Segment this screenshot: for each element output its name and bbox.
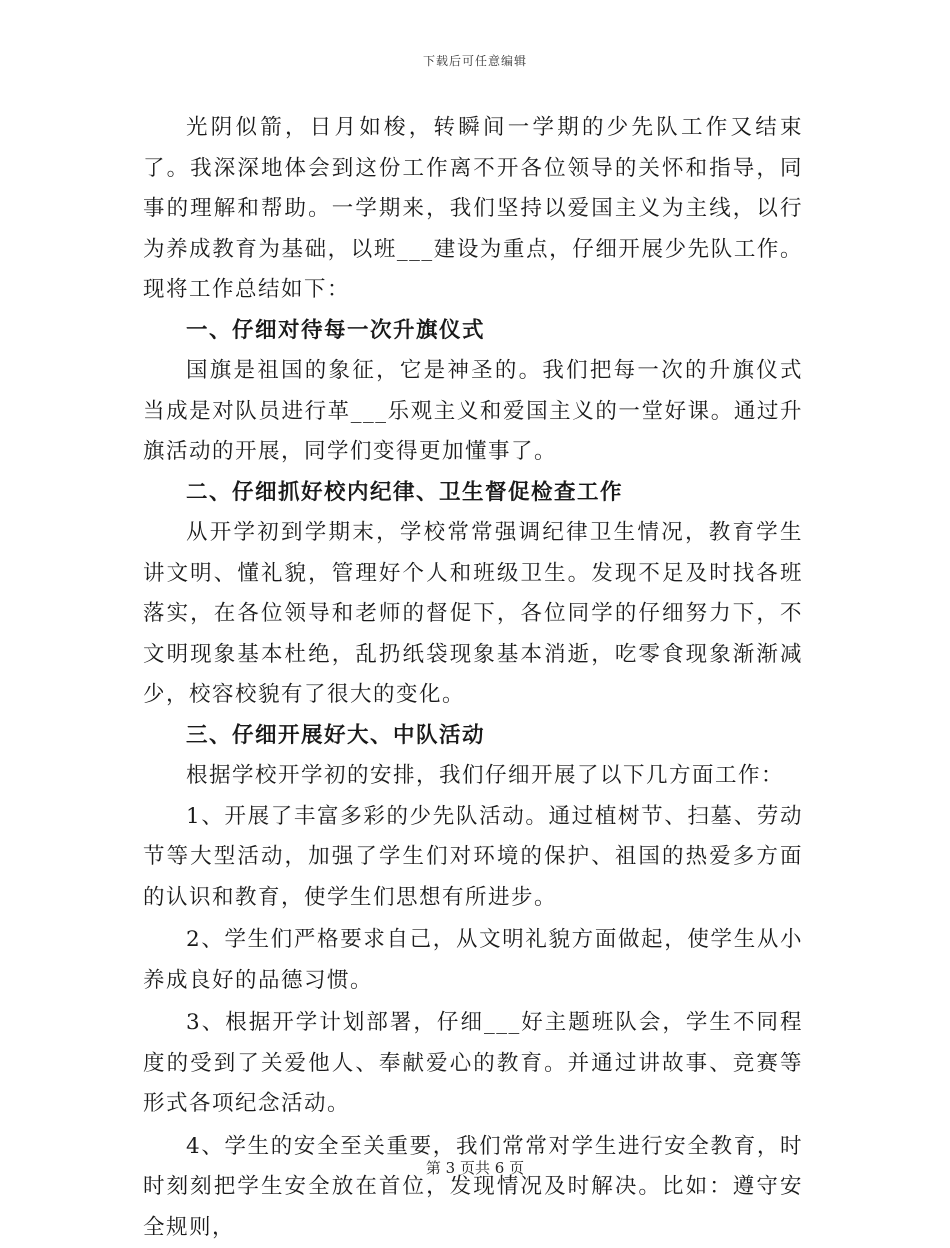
list-item-3: 3、根据开学计划部署，仔细___好主题班队会，学生不同程度的受到了关爱他人、奉献爱心的教育。并通过讲故事、竞赛等形式各项纪念活动。 <box>143 1003 803 1125</box>
section-2-paragraph: 从开学初到学期末，学校常常强调纪律卫生情况，教育学生讲文明、懂礼貌，管理好个人和班级卫生。发现不足及时找各班落实，在各位领导和老师的督促下，各位同学的仔细努力下，不文明现象基本杜绝，乱扔纸袋现象基本消逝，吃零食现象渐渐减少，校容校貌有了很大的变化。 <box>143 513 803 716</box>
list-item-1: 1、开展了丰富多彩的少先队活动。通过植树节、扫墓、劳动节等大型活动，加强了学生们对环境的保护、祖国的热爱多方面的认识和教育，使学生们思想有所进步。 <box>143 797 803 919</box>
intro-paragraph: 光阴似箭，日月如梭，转瞬间一学期的少先队工作又结束了。我深深地体会到这份工作离不开各位领导的关怀和指导，同事的理解和帮助。一学期来，我们坚持以爱国主义为主线，以行为养成教育为基础，以班___建设为重点，仔细开展少先队工作。现将工作总结如下： <box>143 108 803 311</box>
section-3-heading: 三、仔细开展好大、中队活动 <box>143 716 803 757</box>
document-body <box>143 108 803 1248</box>
page-header: 下载后可任意编辑 <box>0 52 950 69</box>
section-1-heading: 一、仔细对待每一次升旗仪式 <box>143 311 803 352</box>
section-2-heading: 二、仔细抓好校内纪律、卫生督促检查工作 <box>143 473 803 514</box>
section-3-intro-paragraph: 根据学校开学初的安排，我们仔细开展了以下几方面工作： <box>143 756 803 797</box>
page-number: 第 3 页共 6 页 <box>0 1157 950 1178</box>
list-item-2: 2、学生们严格要求自己，从文明礼貌方面做起，使学生从小养成良好的品德习惯。 <box>143 920 803 1001</box>
list-item-4: 4、学生的安全至关重要，我们常常对学生进行安全教育，时时刻刻把学生安全放在首位，发现情况及时解决。比如：遵守安全规则， <box>143 1127 803 1248</box>
section-1-paragraph: 国旗是祖国的象征，它是神圣的。我们把每一次的升旗仪式当成是对队员进行革___乐观主义和爱国主义的一堂好课。通过升旗活动的开展，同学们变得更加懂事了。 <box>143 351 803 473</box>
